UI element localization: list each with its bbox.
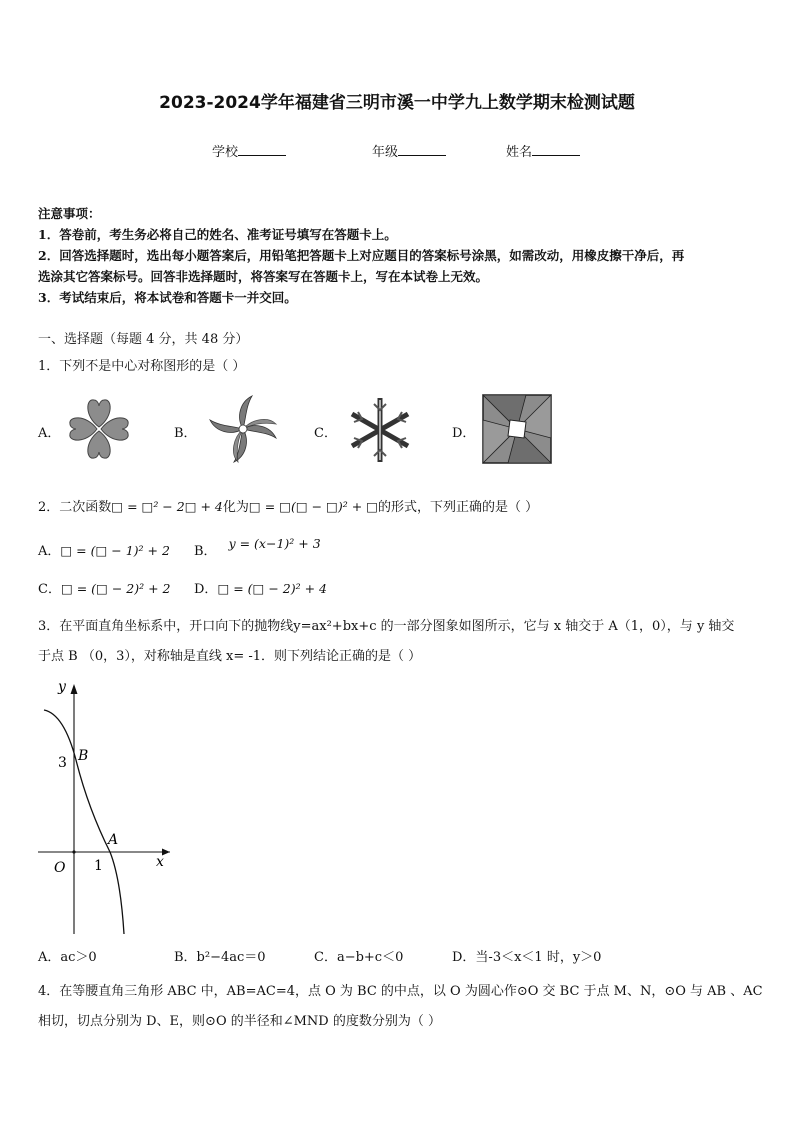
q2-option-a-label: A． xyxy=(38,544,61,559)
q2-stem-mid: 化为 xyxy=(222,500,249,515)
parabola-curve xyxy=(44,710,124,934)
notice-item-1: 1．答卷前，考生务必将自己的姓名、准考证号填写在答题卡上。 xyxy=(38,227,397,242)
square-pinwheel-figure xyxy=(482,394,552,464)
q1-option-c-label: C． xyxy=(314,426,337,441)
q2-option-d xyxy=(194,578,327,597)
q4-stem-line-2: 相切，切点分别为 D、E，则⊙O 的半径和∠MND 的度数分别为（ ） xyxy=(38,1014,441,1029)
q2-option-c xyxy=(38,578,171,597)
notice-item-3: 3．考试结束后，将本试卷和答题卡一并交回。 xyxy=(38,290,297,305)
x-tick-label: 1 xyxy=(94,858,103,874)
y-axis-arrow xyxy=(71,684,78,694)
grade-label: 年级 xyxy=(372,145,399,160)
q2-option-d-label: D． xyxy=(194,582,218,597)
q3-option-d: D．当-3＜x＜1 时，y＞0 xyxy=(452,950,602,965)
q2-option-b-label: B． xyxy=(194,544,217,559)
q3-option-b: B．b²−4ac＝0 xyxy=(174,950,266,965)
clover-hearts-figure xyxy=(64,394,134,464)
q2-expression-target: □ = □(□ − □)² + □ xyxy=(248,499,378,514)
section-heading: 一、选择题（每题 4 分，共 48 分） xyxy=(38,332,249,347)
notice-item-2-line-2: 选涂其它答案标号。回答非选择题时，将答案写在答题卡上，写在本试卷上无效。 xyxy=(38,269,489,284)
q2-stem xyxy=(38,496,538,515)
q3-stem-line-2: 于点 B （0，3），对称轴是直线 x= -1．则下列结论正确的是（ ） xyxy=(38,649,422,664)
name-label: 姓名 xyxy=(506,145,533,160)
school-blank xyxy=(238,144,286,156)
y-axis-label: y xyxy=(58,679,66,695)
snowflake-figure xyxy=(344,394,416,466)
origin-label: O xyxy=(54,860,66,876)
q2-expression-original: □ = □² − 2□ + 4 xyxy=(111,499,223,514)
q2-option-c-expression: □ = (□ − 2)² + 2 xyxy=(60,581,171,596)
parabola-graph xyxy=(30,672,180,937)
notice-heading: 注意事项： xyxy=(38,206,101,221)
q2-stem-pre: 2．二次函数 xyxy=(38,500,112,515)
name-blank xyxy=(532,144,580,156)
q2-option-d-expression: □ = (□ − 2)² + 4 xyxy=(217,581,327,596)
name-field xyxy=(506,141,580,160)
point-a-label: A xyxy=(108,832,119,848)
q2-option-a-expression: □ = (□ − 1)² + 2 xyxy=(60,543,170,558)
spiral-pinwheel-figure xyxy=(206,392,280,466)
q3-stem-line-1: 3．在平面直角坐标系中，开口向下的抛物线y=ax²+bx+c 的一部分图象如图所示，它与 x 轴交于 A（1，0），与 y 轴交 xyxy=(38,619,735,634)
q2-option-b-expression: y = (x−1)² + 3 xyxy=(228,536,321,551)
q4-stem-line-1: 4．在等腰直角三角形 ABC 中，AB=AC=4，点 O 为 BC 的中点，以 O 为圆心作⊙O 交 BC 于点 M、N，⊙O 与 AB 、AC xyxy=(38,984,763,999)
x-axis-label: x xyxy=(156,854,164,870)
q3-option-a: A．ac＞0 xyxy=(38,950,97,965)
notice-item-2-line-1: 2．回答选择题时，选出每小题答案后，用铅笔把答题卡上对应题目的答案标号涂黑，如需改动，用橡皮擦干净后，再 xyxy=(38,248,685,263)
page-title: 2023-2024学年福建省三明市溪一中学九上数学期末检测试题 xyxy=(159,93,635,113)
grade-field xyxy=(372,141,446,160)
point-b-label: B xyxy=(78,748,89,764)
q3-option-c: C．a−b+c＜0 xyxy=(314,950,404,965)
q1-stem: 1．下列不是中心对称图形的是（ ） xyxy=(38,359,246,374)
q2-option-c-label: C． xyxy=(38,582,61,597)
grade-blank xyxy=(398,144,446,156)
q1-option-d-label: D． xyxy=(452,426,476,441)
school-label: 学校 xyxy=(212,145,239,160)
origin-dot xyxy=(72,850,75,853)
q2-stem-post: 的形式，下列正确的是（ ） xyxy=(377,500,539,515)
school-field xyxy=(212,141,286,160)
q1-option-b-label: B． xyxy=(174,426,197,441)
y-tick-label: 3 xyxy=(58,755,67,771)
q1-option-a-label: A． xyxy=(38,426,61,441)
q2-option-a xyxy=(38,540,170,559)
q2-option-b xyxy=(194,533,321,559)
